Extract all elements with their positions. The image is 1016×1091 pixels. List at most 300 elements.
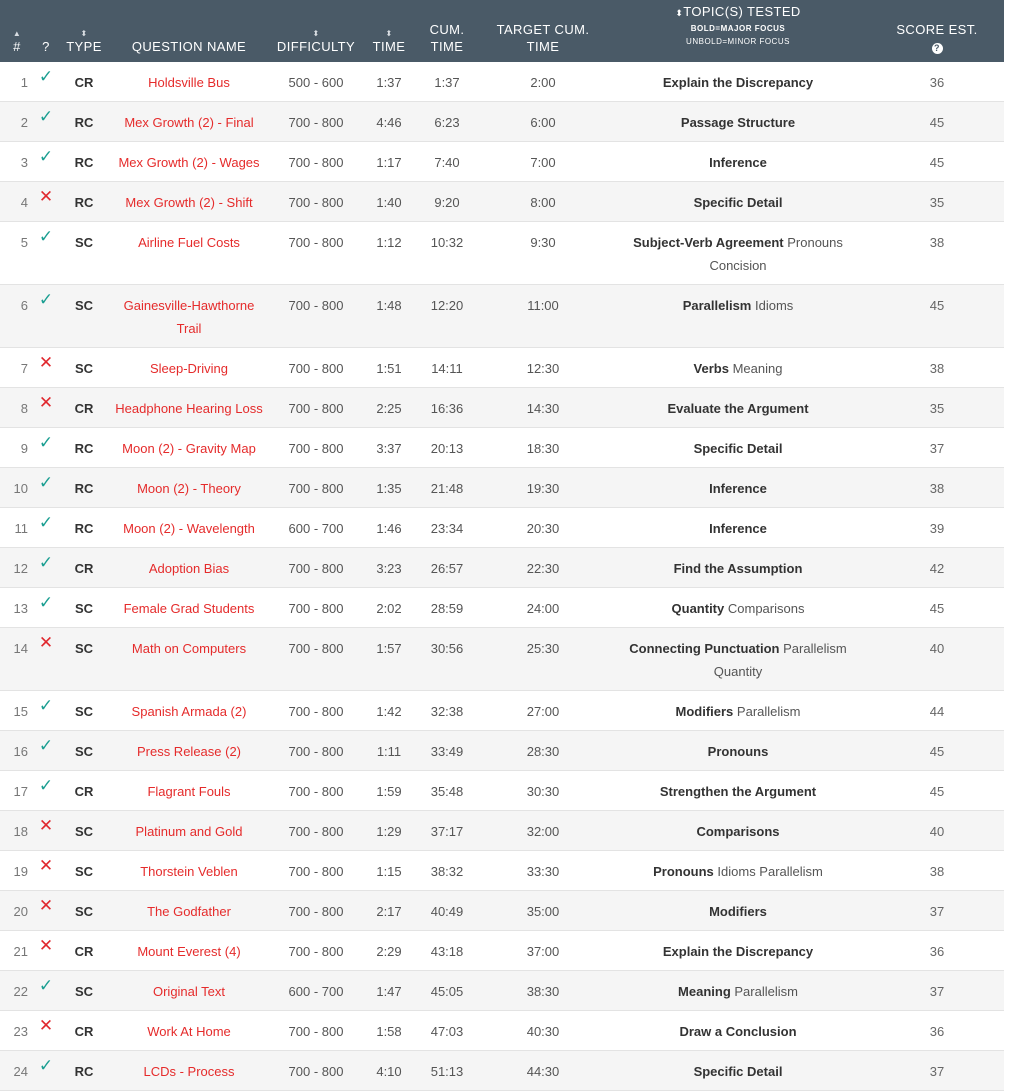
table-row bbox=[0, 182, 1004, 222]
correct-check-icon: ✓ bbox=[38, 227, 54, 246]
question-number: 5 bbox=[20, 235, 28, 250]
score-estimate: 40 bbox=[929, 824, 945, 839]
table-row bbox=[0, 851, 1004, 891]
score-estimate: 44 bbox=[929, 704, 945, 719]
score-estimate: 38 bbox=[929, 864, 945, 879]
table-row bbox=[0, 771, 1004, 811]
target-cum-time: 32:00 bbox=[526, 824, 560, 839]
target-cum-time: 30:30 bbox=[526, 784, 560, 799]
question-number: 16 bbox=[13, 744, 28, 759]
difficulty: 600 - 700 bbox=[288, 984, 344, 999]
question-type: SC bbox=[74, 298, 94, 313]
time: 1:57 bbox=[376, 641, 402, 656]
table-row bbox=[0, 285, 1004, 348]
correct-check-icon: ✓ bbox=[38, 147, 54, 166]
difficulty: 700 - 800 bbox=[288, 744, 344, 759]
time: 2:17 bbox=[376, 904, 402, 919]
major-topic: Evaluate the Argument bbox=[667, 401, 809, 416]
major-topic: Specific Detail bbox=[693, 441, 783, 456]
cum-time: 9:20 bbox=[434, 195, 460, 210]
column-header-num[interactable]: ▲ # bbox=[0, 0, 34, 62]
time: 2:02 bbox=[376, 601, 402, 616]
major-topic: Modifiers bbox=[675, 704, 734, 719]
cum-time: 30:56 bbox=[430, 641, 464, 656]
question-number: 18 bbox=[13, 824, 28, 839]
time: 4:10 bbox=[376, 1064, 402, 1079]
column-header-target-cum-time[interactable]: TARGET CUM. TIME bbox=[496, 22, 590, 54]
major-topic: Inference bbox=[709, 481, 767, 496]
question-name-link[interactable]: Work At Home bbox=[147, 1024, 231, 1039]
major-topic: Comparisons bbox=[696, 824, 780, 839]
minor-topic: Comparisons bbox=[727, 601, 805, 616]
sort-icon: ⬍ bbox=[80, 29, 88, 38]
difficulty: 700 - 800 bbox=[288, 115, 344, 130]
difficulty: 700 - 800 bbox=[288, 401, 344, 416]
table-body bbox=[0, 62, 1004, 1091]
topics-tested bbox=[606, 62, 870, 102]
target-cum-time: 12:30 bbox=[526, 361, 560, 376]
question-name-link[interactable]: Mex Growth (2) - Final bbox=[124, 115, 254, 130]
question-number: 2 bbox=[20, 115, 28, 130]
table-row bbox=[0, 628, 1004, 691]
score-estimate: 36 bbox=[929, 1024, 945, 1039]
target-cum-time: 20:30 bbox=[526, 521, 560, 536]
major-topic: Inference bbox=[709, 521, 767, 536]
score-estimate: 36 bbox=[929, 75, 945, 90]
table-row bbox=[0, 691, 1004, 731]
major-topic: Find the Assumption bbox=[673, 561, 803, 576]
question-type: SC bbox=[74, 641, 94, 656]
question-type: CR bbox=[74, 944, 94, 959]
question-name-link[interactable]: Moon (2) - Wavelength bbox=[123, 521, 255, 536]
difficulty: 500 - 600 bbox=[288, 75, 344, 90]
question-name-link[interactable]: Holdsville Bus bbox=[148, 75, 230, 90]
legend-major: BOLD=MAJOR FOCUS bbox=[690, 24, 786, 33]
question-type: SC bbox=[74, 824, 94, 839]
question-number: 21 bbox=[13, 944, 28, 959]
cum-time: 23:34 bbox=[430, 521, 464, 536]
target-cum-time: 11:00 bbox=[527, 298, 559, 313]
target-cum-time: 2:00 bbox=[530, 75, 556, 90]
target-cum-time: 37:00 bbox=[526, 944, 560, 959]
score-estimate: 45 bbox=[929, 784, 945, 799]
cum-time: 16:36 bbox=[430, 401, 464, 416]
minor-topic: Parallelism Quantity bbox=[713, 641, 847, 679]
table-row bbox=[0, 891, 1004, 931]
target-cum-time: 7:00 bbox=[530, 155, 556, 170]
major-topic: Inference bbox=[709, 155, 767, 170]
cum-time: 38:32 bbox=[430, 864, 464, 879]
difficulty: 700 - 800 bbox=[288, 704, 344, 719]
table-row bbox=[0, 971, 1004, 1011]
incorrect-x-icon: ✕ bbox=[38, 393, 54, 412]
correct-check-icon: ✓ bbox=[38, 736, 54, 755]
score-estimate: 38 bbox=[929, 361, 945, 376]
score-estimate: 42 bbox=[929, 561, 945, 576]
question-number: 23 bbox=[13, 1024, 28, 1039]
major-topic: Specific Detail bbox=[693, 195, 783, 210]
major-topic: Pronouns bbox=[653, 864, 714, 879]
question-type: CR bbox=[74, 75, 94, 90]
difficulty: 700 - 800 bbox=[288, 361, 344, 376]
target-cum-time: 22:30 bbox=[526, 561, 560, 576]
time: 1:46 bbox=[376, 521, 402, 536]
time: 1:58 bbox=[376, 1024, 402, 1039]
time: 1:11 bbox=[376, 744, 402, 759]
question-name-link[interactable]: LCDs - Process bbox=[143, 1064, 235, 1079]
difficulty: 700 - 800 bbox=[288, 235, 344, 250]
table-row bbox=[0, 1051, 1004, 1091]
question-name-link[interactable]: Original Text bbox=[152, 984, 225, 999]
cum-time: 6:23 bbox=[434, 115, 460, 130]
time: 1:17 bbox=[376, 155, 402, 170]
correct-check-icon: ✓ bbox=[38, 290, 54, 309]
incorrect-x-icon: ✕ bbox=[38, 856, 54, 875]
score-estimate: 36 bbox=[929, 944, 945, 959]
major-topic: Explain the Discrepancy bbox=[662, 75, 814, 90]
correct-check-icon: ✓ bbox=[38, 553, 54, 572]
cum-time: 51:13 bbox=[430, 1064, 464, 1079]
question-type: CR bbox=[74, 401, 94, 416]
topics-tested bbox=[606, 102, 870, 142]
table-row bbox=[0, 548, 1004, 588]
question-type: SC bbox=[74, 704, 94, 719]
cum-time: 43:18 bbox=[430, 944, 464, 959]
question-type: SC bbox=[74, 904, 94, 919]
time: 3:37 bbox=[376, 441, 402, 456]
table-row bbox=[0, 102, 1004, 142]
question-type: RC bbox=[74, 481, 94, 496]
difficulty: 700 - 800 bbox=[288, 601, 344, 616]
correct-check-icon: ✓ bbox=[38, 107, 54, 126]
incorrect-x-icon: ✕ bbox=[38, 187, 54, 206]
correct-check-icon: ✓ bbox=[38, 696, 54, 715]
question-name-link[interactable]: Math on Computers bbox=[131, 641, 247, 656]
score-estimate: 37 bbox=[929, 984, 945, 999]
score-estimate: 45 bbox=[929, 744, 945, 759]
incorrect-x-icon: ✕ bbox=[38, 816, 54, 835]
target-cum-time: 14:30 bbox=[526, 401, 560, 416]
difficulty: 700 - 800 bbox=[288, 155, 344, 170]
difficulty: 700 - 800 bbox=[288, 561, 344, 576]
question-name-link[interactable]: Moon (2) - Theory bbox=[137, 481, 241, 496]
target-cum-time: 44:30 bbox=[526, 1064, 560, 1079]
score-estimate: 35 bbox=[929, 401, 945, 416]
sort-asc-icon: ▲ bbox=[12, 29, 22, 38]
time: 1:48 bbox=[376, 298, 402, 313]
topics-tested bbox=[606, 428, 870, 468]
question-type: SC bbox=[74, 984, 94, 999]
topics-tested bbox=[606, 285, 870, 348]
major-topic: Passage Structure bbox=[680, 115, 796, 130]
table-row bbox=[0, 508, 1004, 548]
incorrect-x-icon: ✕ bbox=[38, 1016, 54, 1035]
correct-check-icon: ✓ bbox=[38, 1056, 54, 1075]
score-estimate: 37 bbox=[929, 904, 945, 919]
question-number: 17 bbox=[13, 784, 28, 799]
topics-tested bbox=[606, 468, 870, 508]
target-cum-time: 33:30 bbox=[526, 864, 560, 879]
cum-time: 14:11 bbox=[431, 361, 463, 376]
topics-tested bbox=[606, 1011, 870, 1051]
score-estimate: 40 bbox=[929, 641, 945, 656]
cum-time: 45:05 bbox=[430, 984, 464, 999]
question-type: CR bbox=[74, 1024, 94, 1039]
time: 1:51 bbox=[376, 361, 402, 376]
cum-time: 26:57 bbox=[430, 561, 464, 576]
question-type: RC bbox=[74, 521, 94, 536]
question-name-link[interactable]: Flagrant Fouls bbox=[147, 784, 231, 799]
time: 1:37 bbox=[376, 75, 402, 90]
minor-topic: Idioms bbox=[754, 298, 794, 313]
question-type: RC bbox=[74, 155, 94, 170]
question-type: RC bbox=[74, 115, 94, 130]
cum-time: 12:20 bbox=[430, 298, 464, 313]
topics-tested bbox=[606, 388, 870, 428]
question-name-link[interactable]: Moon (2) - Gravity Map bbox=[122, 441, 256, 456]
topics-tested bbox=[606, 931, 870, 971]
minor-topic: Parallelism bbox=[734, 984, 798, 999]
minor-topic: Meaning bbox=[732, 361, 783, 376]
table-row bbox=[0, 388, 1004, 428]
question-name-link[interactable]: Mex Growth (2) - Shift bbox=[125, 195, 253, 210]
topics-tested bbox=[606, 851, 870, 891]
table-row bbox=[0, 731, 1004, 771]
table-header bbox=[0, 0, 1004, 62]
score-estimate: 38 bbox=[929, 481, 945, 496]
question-name-link[interactable]: Mex Growth (2) - Wages bbox=[118, 155, 260, 170]
column-header-difficulty[interactable]: ⬍ DIFFICULTY bbox=[268, 0, 364, 62]
sort-icon: ⬍ bbox=[312, 29, 320, 38]
cum-time: 37:17 bbox=[430, 824, 464, 839]
question-number: 13 bbox=[13, 601, 28, 616]
target-cum-time: 35:00 bbox=[526, 904, 560, 919]
table-row bbox=[0, 931, 1004, 971]
question-name-link[interactable]: Female Grad Students bbox=[123, 601, 255, 616]
question-name-link[interactable]: Platinum and Gold bbox=[135, 824, 243, 839]
table-row bbox=[0, 468, 1004, 508]
score-estimate: 45 bbox=[929, 298, 945, 313]
topics-tested bbox=[606, 548, 870, 588]
minor-topic: Idioms Parallelism bbox=[717, 864, 823, 879]
table-row bbox=[0, 1011, 1004, 1051]
question-name-link[interactable]: Adoption Bias bbox=[148, 561, 230, 576]
question-number: 3 bbox=[20, 155, 28, 170]
column-header-time[interactable]: ⬍ TIME bbox=[364, 0, 414, 62]
question-name-link[interactable]: The Godfather bbox=[147, 904, 231, 919]
correct-check-icon: ✓ bbox=[38, 67, 54, 86]
topics-tested bbox=[606, 182, 870, 222]
topics-tested bbox=[606, 731, 870, 771]
score-estimate: 45 bbox=[929, 601, 945, 616]
table-row bbox=[0, 811, 1004, 851]
question-type: RC bbox=[74, 441, 94, 456]
table-row bbox=[0, 62, 1004, 102]
question-type: CR bbox=[74, 784, 94, 799]
difficulty: 700 - 800 bbox=[288, 298, 344, 313]
score-estimate: 45 bbox=[929, 155, 945, 170]
column-header-topics[interactable]: ⬍TOPIC(S) TESTED BOLD=MAJOR FOCUS UNBOLD=MINOR FOCUS bbox=[606, 0, 870, 62]
topics-tested bbox=[606, 628, 870, 691]
major-topic: Connecting Punctuation bbox=[629, 641, 780, 656]
cum-time: 47:03 bbox=[430, 1024, 464, 1039]
question-number: 10 bbox=[13, 481, 28, 496]
target-cum-time: 38:30 bbox=[526, 984, 560, 999]
question-number: 15 bbox=[13, 704, 28, 719]
correct-check-icon: ✓ bbox=[38, 593, 54, 612]
question-number: 7 bbox=[20, 361, 28, 376]
question-type: CR bbox=[74, 561, 94, 576]
question-type: RC bbox=[74, 1064, 94, 1079]
question-number: 24 bbox=[13, 1064, 28, 1079]
target-cum-time: 19:30 bbox=[526, 481, 560, 496]
correct-check-icon: ✓ bbox=[38, 776, 54, 795]
score-estimate: 35 bbox=[929, 195, 945, 210]
major-topic: Draw a Conclusion bbox=[679, 1024, 797, 1039]
major-topic: Parallelism bbox=[682, 298, 752, 313]
difficulty: 700 - 800 bbox=[288, 441, 344, 456]
table-row bbox=[0, 428, 1004, 468]
score-estimate: 45 bbox=[929, 115, 945, 130]
major-topic: Meaning bbox=[678, 984, 731, 999]
question-number: 8 bbox=[20, 401, 28, 416]
incorrect-x-icon: ✕ bbox=[38, 936, 54, 955]
question-name-link[interactable]: Airline Fuel Costs bbox=[138, 235, 240, 250]
time: 3:23 bbox=[376, 561, 402, 576]
question-name-link[interactable]: Headphone Hearing Loss bbox=[115, 401, 263, 416]
cum-time: 32:38 bbox=[430, 704, 464, 719]
correct-check-icon: ✓ bbox=[38, 473, 54, 492]
cum-time: 28:59 bbox=[430, 601, 464, 616]
question-type: SC bbox=[74, 361, 94, 376]
time: 1:42 bbox=[376, 704, 402, 719]
question-name-link[interactable]: Sleep-Driving bbox=[149, 361, 229, 376]
minor-topic: Pronouns Concision bbox=[709, 235, 843, 273]
question-type: SC bbox=[74, 601, 94, 616]
correct-check-icon: ✓ bbox=[38, 513, 54, 532]
question-number: 22 bbox=[13, 984, 28, 999]
question-number: 20 bbox=[13, 904, 28, 919]
time: 4:46 bbox=[376, 115, 402, 130]
question-number: 11 bbox=[14, 521, 28, 536]
question-type: SC bbox=[74, 235, 94, 250]
difficulty: 700 - 800 bbox=[288, 195, 344, 210]
question-name-link[interactable]: Gainesville-Hawthorne Trail bbox=[123, 298, 255, 336]
difficulty: 700 - 800 bbox=[288, 481, 344, 496]
cum-time: 35:48 bbox=[430, 784, 464, 799]
topics-tested bbox=[606, 222, 870, 285]
major-topic: Strengthen the Argument bbox=[659, 784, 817, 799]
correct-check-icon: ✓ bbox=[38, 976, 54, 995]
topics-tested bbox=[606, 691, 870, 731]
target-cum-time: 8:00 bbox=[530, 195, 556, 210]
topics-tested bbox=[606, 1051, 870, 1091]
question-number: 9 bbox=[20, 441, 28, 456]
target-cum-time: 40:30 bbox=[526, 1024, 560, 1039]
incorrect-x-icon: ✕ bbox=[38, 353, 54, 372]
time: 2:29 bbox=[376, 944, 402, 959]
question-name-link[interactable]: Spanish Armada (2) bbox=[131, 704, 247, 719]
topics-tested bbox=[606, 508, 870, 548]
question-name-link[interactable]: Mount Everest (4) bbox=[137, 944, 241, 959]
target-cum-time: 27:00 bbox=[526, 704, 560, 719]
difficulty: 700 - 800 bbox=[288, 944, 344, 959]
score-estimate: 37 bbox=[929, 441, 945, 456]
time: 1:12 bbox=[376, 235, 402, 250]
time: 1:59 bbox=[376, 784, 402, 799]
question-number: 1 bbox=[20, 75, 28, 90]
time: 1:40 bbox=[376, 195, 402, 210]
help-icon[interactable]: ? bbox=[932, 43, 943, 54]
major-topic: Specific Detail bbox=[693, 1064, 783, 1079]
column-header-type[interactable]: ⬍ TYPE bbox=[58, 0, 110, 62]
topics-tested bbox=[606, 771, 870, 811]
major-topic: Verbs bbox=[693, 361, 729, 376]
time: 1:15 bbox=[376, 864, 402, 879]
major-topic: Explain the Discrepancy bbox=[662, 944, 814, 959]
target-cum-time: 6:00 bbox=[530, 115, 556, 130]
column-header-mark[interactable]: ? bbox=[42, 39, 50, 54]
cum-time: 33:49 bbox=[430, 744, 464, 759]
topics-tested bbox=[606, 588, 870, 628]
time: 1:47 bbox=[376, 984, 402, 999]
major-topic: Pronouns bbox=[707, 744, 769, 759]
question-name-link[interactable]: Press Release (2) bbox=[136, 744, 242, 759]
difficulty: 700 - 800 bbox=[288, 784, 344, 799]
legend-minor: UNBOLD=MINOR FOCUS bbox=[686, 37, 790, 46]
question-type: SC bbox=[74, 864, 94, 879]
topics-tested bbox=[606, 811, 870, 851]
table-row bbox=[0, 348, 1004, 388]
major-topic: Quantity bbox=[671, 601, 725, 616]
target-cum-time: 9:30 bbox=[530, 235, 556, 250]
table-row bbox=[0, 588, 1004, 628]
score-estimate: 37 bbox=[929, 1064, 945, 1079]
question-name-link[interactable]: Thorstein Veblen bbox=[140, 864, 238, 879]
difficulty: 700 - 800 bbox=[288, 1024, 344, 1039]
cum-time: 10:32 bbox=[430, 235, 464, 250]
time: 2:25 bbox=[376, 401, 402, 416]
incorrect-x-icon: ✕ bbox=[38, 633, 54, 652]
major-topic: Modifiers bbox=[709, 904, 767, 919]
topics-tested bbox=[606, 971, 870, 1011]
target-cum-time: 18:30 bbox=[526, 441, 560, 456]
cum-time: 21:48 bbox=[430, 481, 464, 496]
difficulty: 600 - 700 bbox=[288, 521, 344, 536]
incorrect-x-icon: ✕ bbox=[38, 896, 54, 915]
cum-time: 7:40 bbox=[434, 155, 460, 170]
difficulty: 700 - 800 bbox=[288, 824, 344, 839]
question-number: 12 bbox=[13, 561, 28, 576]
column-header-name[interactable]: QUESTION NAME bbox=[131, 39, 247, 54]
table-row bbox=[0, 142, 1004, 182]
difficulty: 700 - 800 bbox=[288, 641, 344, 656]
topics-tested bbox=[606, 891, 870, 931]
question-type: SC bbox=[74, 744, 94, 759]
column-header-cum-time[interactable]: CUM. TIME bbox=[429, 22, 465, 54]
target-cum-time: 28:30 bbox=[526, 744, 560, 759]
time: 1:29 bbox=[376, 824, 402, 839]
target-cum-time: 24:00 bbox=[526, 601, 560, 616]
topics-tested bbox=[606, 142, 870, 182]
question-number: 14 bbox=[13, 641, 28, 656]
correct-check-icon: ✓ bbox=[38, 433, 54, 452]
question-number: 6 bbox=[20, 298, 28, 313]
cum-time: 40:49 bbox=[430, 904, 464, 919]
column-header-score[interactable]: SCORE EST. ? bbox=[896, 22, 978, 53]
difficulty: 700 - 800 bbox=[288, 864, 344, 879]
cum-time: 1:37 bbox=[434, 75, 460, 90]
